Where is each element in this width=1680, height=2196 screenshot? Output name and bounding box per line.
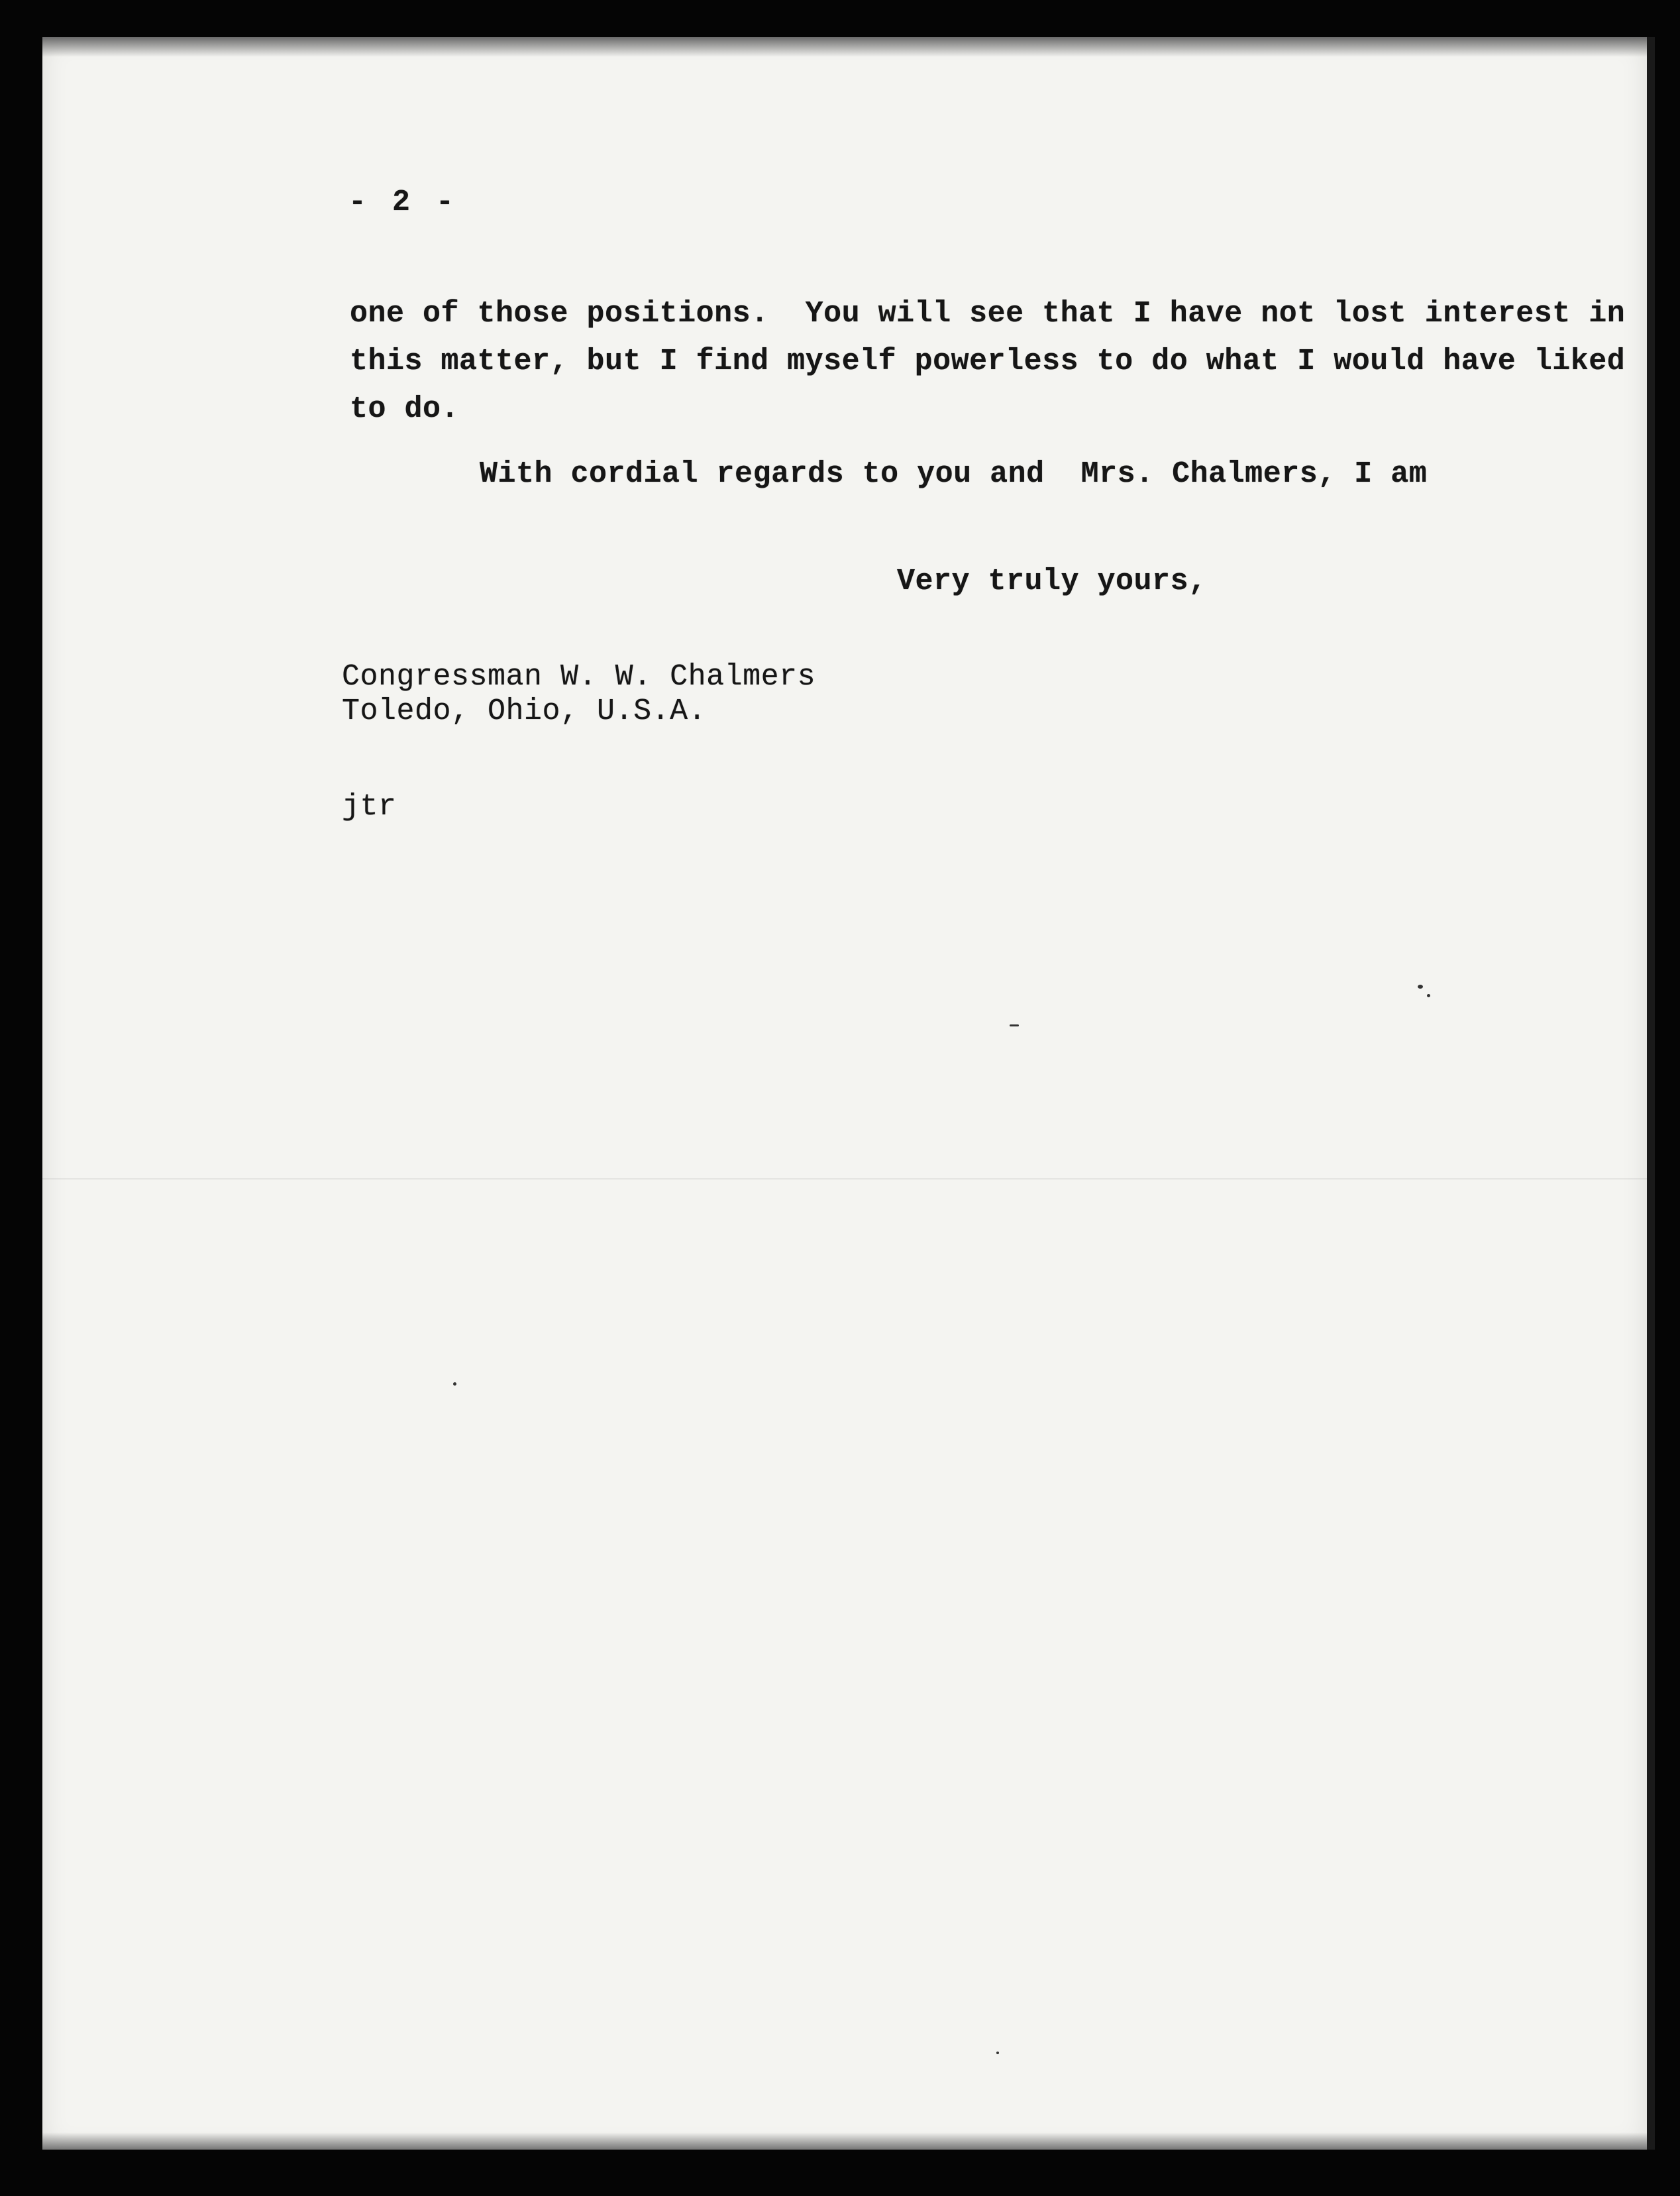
body-line: one of those positions. You will see that I have not lost interest in [350, 297, 1626, 331]
ink-speck [1418, 985, 1423, 989]
ink-speck [1010, 1024, 1019, 1026]
typist-initials: jtr [342, 790, 397, 824]
ink-speck [1427, 994, 1430, 997]
ink-speck [453, 1382, 456, 1386]
recipient-address: Toledo, Ohio, U.S.A. [342, 694, 707, 728]
paper-fold-line [42, 1178, 1647, 1180]
complimentary-close: Very truly yours, [897, 565, 1207, 598]
letter-page [42, 37, 1647, 2150]
closing-sentence: With cordial regards to you and Mrs. Chalmers, I am [480, 457, 1428, 491]
body-line: to do. [350, 392, 460, 426]
ink-speck [996, 2052, 999, 2054]
page-number: - 2 - [348, 186, 458, 219]
recipient-name: Congressman W. W. Chalmers [342, 660, 816, 694]
paper-right-edge [1647, 37, 1655, 2150]
body-line: this matter, but I find myself powerless to do what I would have liked [350, 345, 1626, 378]
